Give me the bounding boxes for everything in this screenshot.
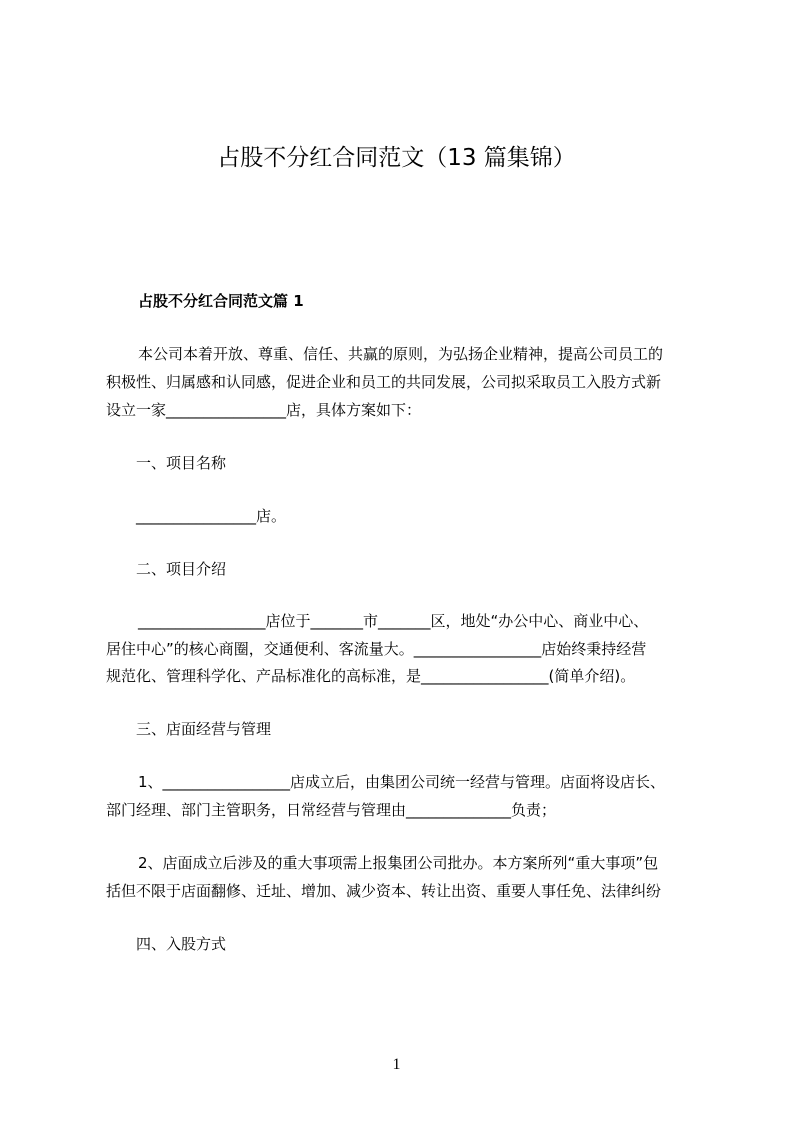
item-heading-store-management: 三、店面经营与管理 [136, 720, 272, 738]
store-management-line: 1、_________________店成立后，由集团公司统一经营与管理。店面将设店长、 [138, 773, 666, 791]
section-heading: 占股不分红合同范文篇 1 [138, 292, 304, 310]
item-heading-share-method: 四、入股方式 [136, 935, 227, 953]
store-management-line: 部门经理、部门主管职务，日常经营与管理由______________负责； [106, 801, 557, 819]
page-number: 1 [392, 1056, 401, 1073]
intro-paragraph-line: 本公司本着开放、尊重、信任、共赢的原则，为弘扬企业精神，提高公司员工的 [138, 345, 664, 363]
item-heading-project-name: 一、项目名称 [136, 454, 227, 472]
project-intro-line: _________________店位于_______市_______区，地处“办公中心、商业中心、 [138, 612, 649, 630]
intro-paragraph-line: 积极性、归属感和认同感，促进企业和员工的共同发展，公司拟采取员工入股方式新 [106, 373, 662, 391]
item-heading-project-intro: 二、项目介绍 [136, 560, 227, 578]
project-intro-line: 居住中心”的核心商圈，交通便利、客流量大。_________________店始终秉持经营 [106, 640, 647, 658]
document-title: 占股不分红合同范文（13 篇集锦） [217, 145, 576, 171]
intro-paragraph-line: 设立一家________________店，具体方案如下： [106, 401, 422, 419]
store-management-line: 括但不限于店面翻修、迁址、增加、减少资本、转让出资、重要人事任免、法律纠纷 [106, 882, 662, 900]
project-intro-line: 规范化、管理科学化、产品标准化的高标准，是_________________(简单介绍)。 [106, 667, 636, 685]
store-management-line: 2、店面成立后涉及的重大事项需上报集团公司批办。本方案所列“重大事项”包 [138, 854, 659, 872]
item-body-project-name: ________________店。 [136, 507, 287, 525]
